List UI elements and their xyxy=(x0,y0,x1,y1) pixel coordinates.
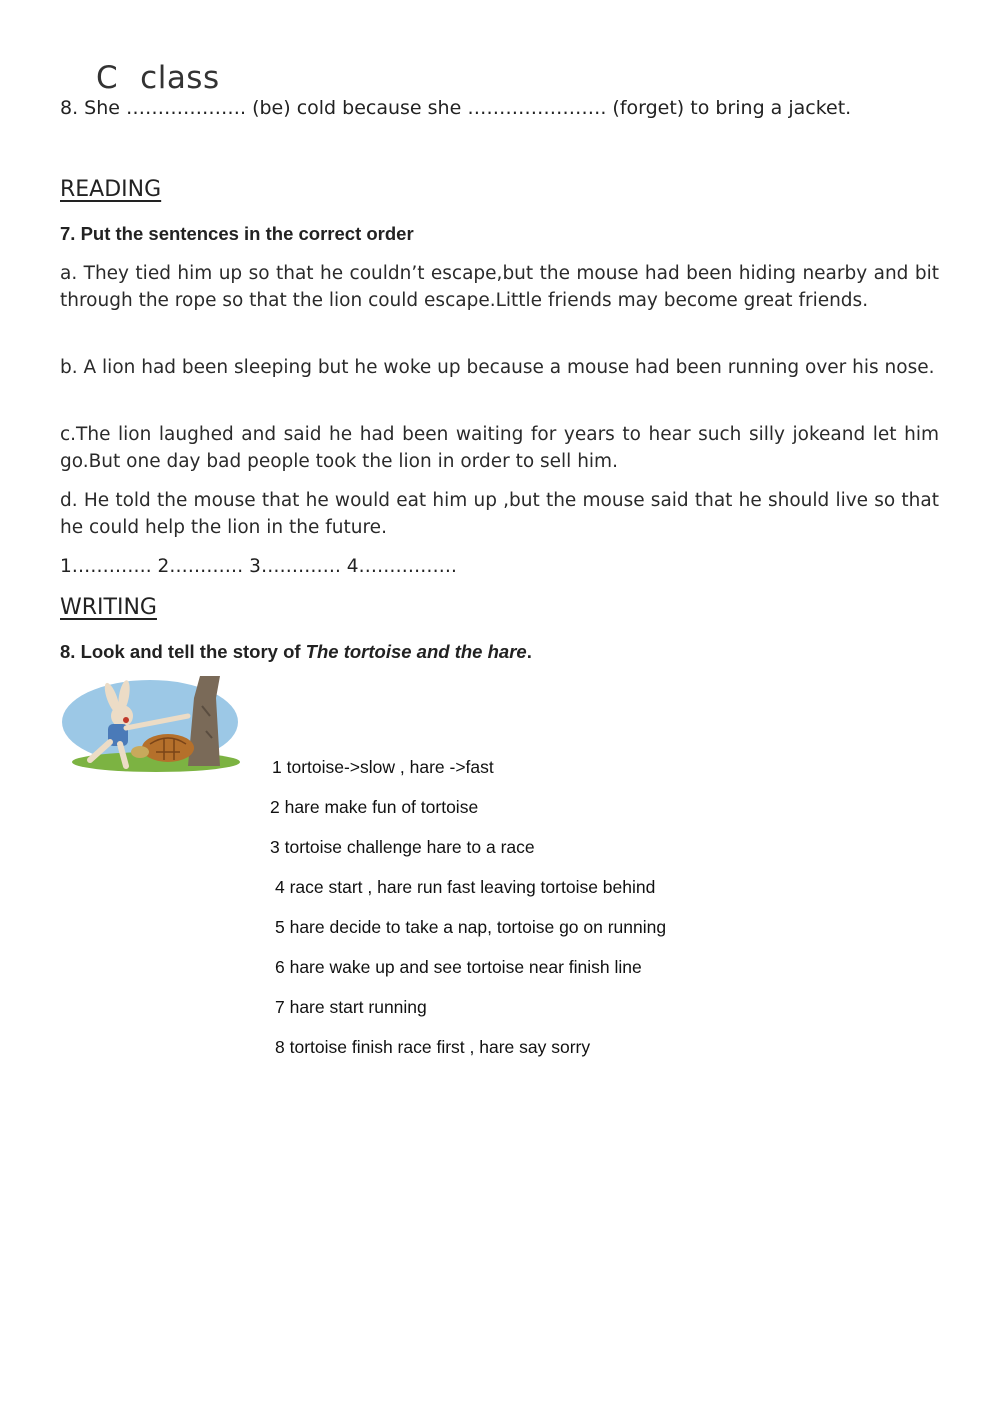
writing-task xyxy=(60,641,532,663)
writing-heading: WRITING xyxy=(60,595,157,620)
writing-task-suffix: . xyxy=(526,641,532,662)
reading-heading: READING xyxy=(60,177,162,202)
answer-blanks: 1…………. 2………… 3…………. 4……………. xyxy=(60,556,457,577)
paragraph-c: c.The lion laughed and said he had been waiting for years to hear such silly jokeand let him go.But one day bad people took the lion in order to sell him. xyxy=(60,424,939,472)
class-header xyxy=(96,60,220,96)
story-step: 5 hare decide to take a nap, tortoise go on running xyxy=(275,917,667,937)
story-step: 2 hare make fun of tortoise xyxy=(270,797,479,817)
story-step: 6 hare wake up and see tortoise near finish line xyxy=(275,957,642,977)
class-word: class xyxy=(140,60,220,96)
paragraph-d: d. He told the mouse that he would eat him up ,but the mouse said that he should live so that he could help the lion in the future. xyxy=(60,490,939,538)
story-step: 7 hare start running xyxy=(275,997,427,1017)
tortoise-hare-illustration xyxy=(60,676,240,776)
class-letter: C xyxy=(96,60,119,96)
story-title: The tortoise and the hare xyxy=(305,641,527,662)
question-8-sentence: 8. She ………………. (be) cold because she …………………. (forget) to bring a jacket. xyxy=(60,97,852,119)
story-step: 8 tortoise finish race first , hare say sorry xyxy=(275,1037,591,1057)
paragraph-b: b. A lion had been sleeping but he woke up because a mouse had been running over his nose. xyxy=(60,357,935,378)
writing-task-prefix: 8. Look and tell the story of xyxy=(60,641,306,662)
paragraph-a: a. They tied him up so that he couldn’t escape,but the mouse had been hiding nearby and bit through the rope so that the lion could escape.Little friends may become great friends. xyxy=(60,263,939,311)
story-step: 4 race start , hare run fast leaving tortoise behind xyxy=(275,877,656,897)
story-step: 3 tortoise challenge hare to a race xyxy=(270,837,535,857)
reading-task: 7. Put the sentences in the correct order xyxy=(60,223,414,244)
story-step: 1 tortoise->slow , hare ->fast xyxy=(272,757,494,777)
